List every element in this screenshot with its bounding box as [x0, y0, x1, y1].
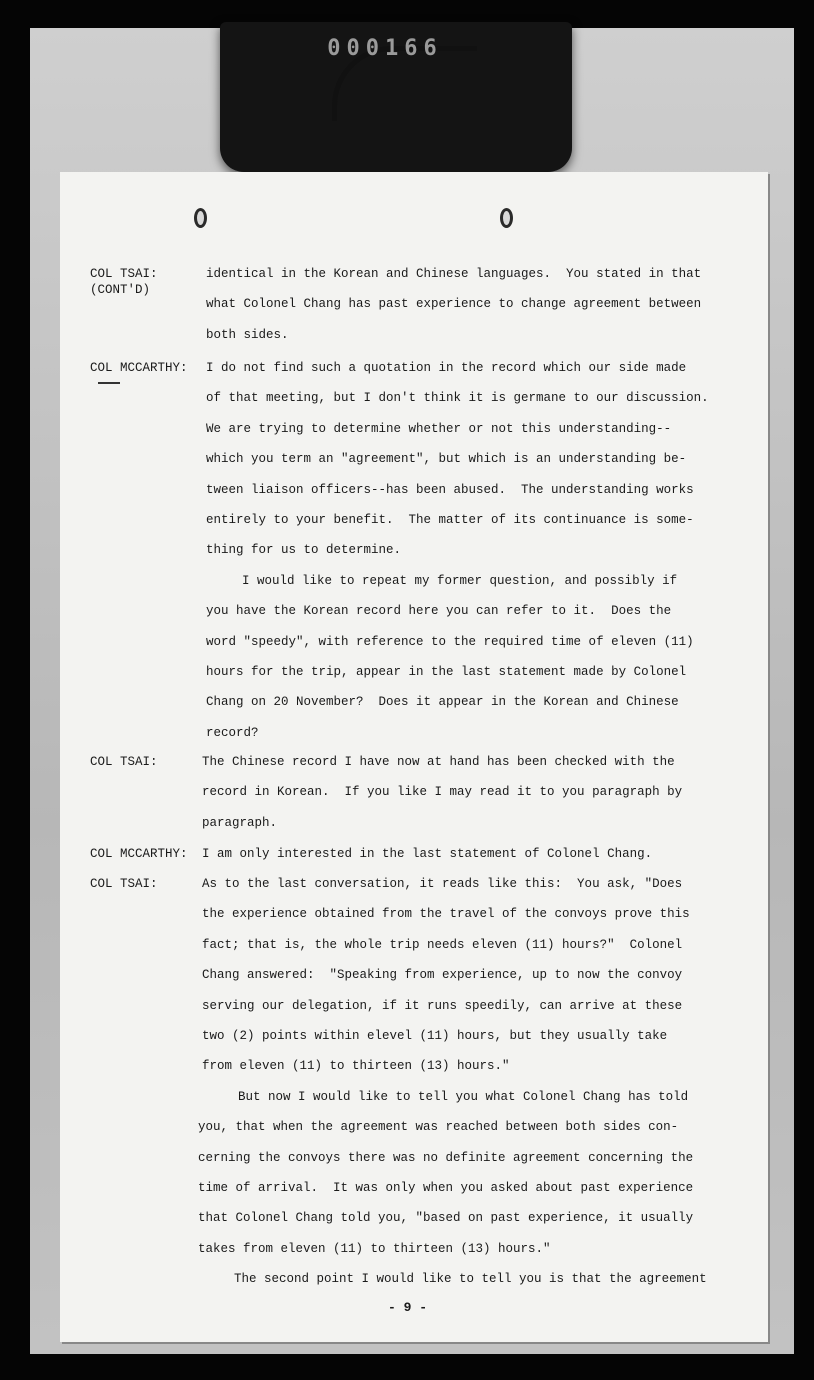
transcript-line: record in Korean. If you like I may read it to you paragraph by [202, 785, 683, 800]
transcript-line: hours for the trip, appear in the last statement made by Colonel [206, 665, 687, 679]
transcript-line: Chang answered: "Speaking from experience, up to now the convoy [202, 968, 683, 983]
transcript-line: takes from eleven (11) to thirteen (13) hours." [198, 1241, 551, 1256]
transcript-line: I am only interested in the last statement of Colonel Chang. [202, 847, 653, 861]
transcript-line: both sides. [206, 327, 289, 342]
punch-hole-right [500, 208, 513, 228]
speaker-label: COL TSAI: [90, 755, 158, 769]
speaker-label: COL MCCARTHY: [90, 361, 188, 375]
transcript-line: two (2) points within elevel (11) hours, but they usually take [202, 1029, 668, 1043]
page-stamp: 000166 [327, 36, 443, 61]
transcript-line: The second point I would like to tell you is that the agreement [234, 1272, 707, 1287]
transcript-line: of that meeting, but I don't think it is germane to our discussion. [206, 391, 709, 406]
transcript-line: record? [206, 725, 259, 740]
transcript-line: from eleven (11) to thirteen (13) hours." [202, 1059, 510, 1074]
transcript-line: you have the Korean record here you can refer to it. Does the [206, 604, 672, 619]
transcript-line: But now I would like to tell you what Colonel Chang has told [238, 1089, 689, 1104]
transcript-line: As to the last conversation, it reads like this: You ask, "Does [202, 877, 683, 891]
transcript-line: the experience obtained from the travel of the convoys prove this [202, 907, 690, 922]
transcript-line: I would like to repeat my former question, and possibly if [242, 573, 678, 588]
punch-hole-left [194, 208, 207, 228]
transcript-line: serving our delegation, if it runs speedily, can arrive at these [202, 998, 683, 1013]
transcript-line: which you term an "agreement", but which is an understanding be- [206, 452, 687, 467]
speaker-label: COL TSAI: [90, 877, 158, 891]
transcript-line: what Colonel Chang has past experience to change agreement between [206, 297, 702, 312]
transcript-line: that Colonel Chang told you, "based on past experience, it usually [198, 1211, 694, 1226]
transcript-line: identical in the Korean and Chinese languages. You stated in that [206, 267, 702, 281]
transcript-line: I do not find such a quotation in the record which our side made [206, 361, 687, 375]
transcript-line: you, that when the agreement was reached between both sides con- [198, 1120, 679, 1135]
speaker-label: COL MCCARTHY: [90, 847, 188, 861]
transcript-line: cerning the convoys there was no definite agreement concerning the [198, 1150, 694, 1165]
transcript-line: We are trying to determine whether or not this understanding-- [206, 421, 672, 436]
transcript-line: Chang on 20 November? Does it appear in the Korean and Chinese [206, 695, 679, 710]
transcript-line: paragraph. [202, 815, 278, 830]
transcript-line: fact; that is, the whole trip needs eleven (11) hours?" Colonel [202, 937, 683, 952]
transcript-line: time of arrival. It was only when you asked about past experience [198, 1181, 694, 1195]
transcript-line: word "speedy", with reference to the required time of eleven (11) [206, 634, 694, 649]
transcript-line: entirely to your benefit. The matter of its continuance is some- [206, 513, 694, 527]
speaker-label: COL TSAI: (CONT'D) [90, 267, 158, 297]
pencil-mark [98, 382, 120, 384]
transcript-line: tween liaison officers--has been abused. The understanding works [206, 482, 694, 497]
page-number: - 9 - [388, 1300, 428, 1315]
transcript-line: The Chinese record I have now at hand has been checked with the [202, 755, 675, 769]
transcript-line: thing for us to determine. [206, 543, 402, 558]
